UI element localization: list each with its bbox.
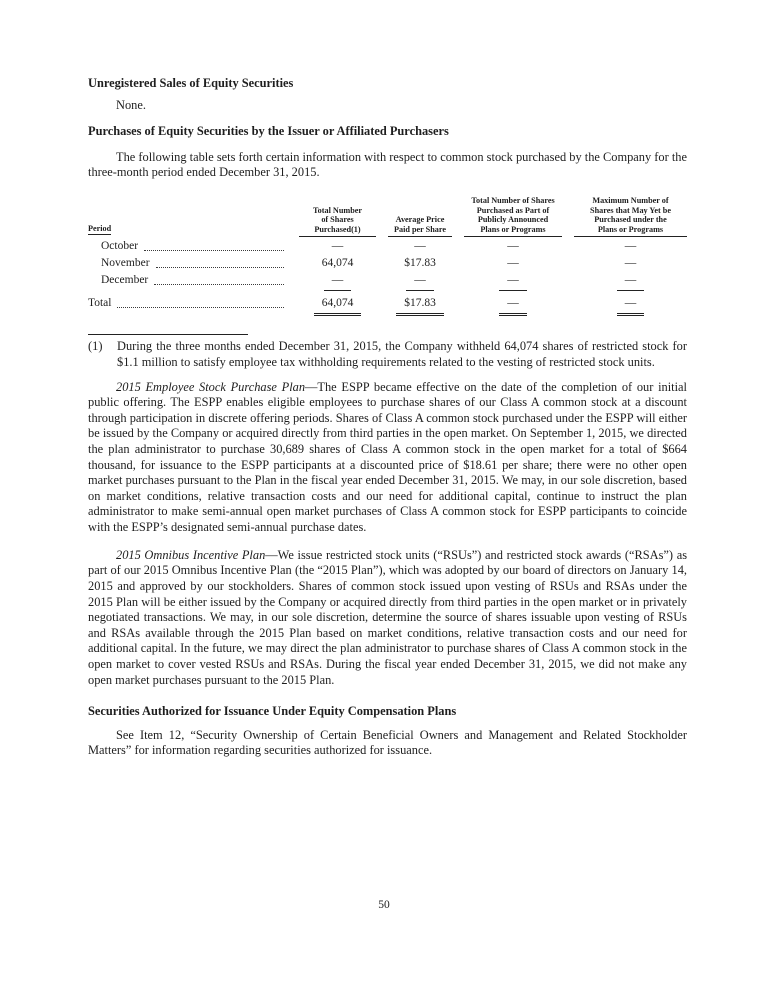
- cell-value: —: [324, 273, 352, 291]
- cell-value: —: [507, 257, 519, 270]
- column-header-total-shares: Total Number of Shares Purchased(1): [299, 206, 376, 238]
- dot-leader: [156, 266, 284, 268]
- row-label: December: [101, 274, 149, 287]
- table-header-row: [88, 196, 687, 237]
- cell-value: —: [406, 273, 434, 291]
- table-row-december: [88, 273, 687, 291]
- cell-value: —: [499, 296, 527, 316]
- dot-leader: [117, 306, 284, 308]
- purchases-intro: The following table sets forth certain information with respect to common stock purchased by the Company for the three-month period ended December 31, 2015.: [88, 149, 687, 180]
- cell-value: —: [499, 273, 527, 291]
- dot-leader: [154, 283, 284, 285]
- paragraph-omnibus-text: —We issue restricted stock units (“RSUs”) and restricted stock awards (“RSAs”) as part of our 2015 Omnibus Incentive Plan (the “2015 Plan”), which was adopted by our board of directors on January 14, 2015 and approved by our stockholders. Shares of common stock issued upon vesting of RSUs and RSAs under the 2015 Plan will be either issued by the Company or acquired directly from third parties in the open market or in privately negotiated transactions. We may, in our sole discretion, determine the source of shares issuable upon vesting of RSUs and RSAs available through the 2015 Plan based on market conditions, relative transaction costs and our need for additional capital. In the future, we may direct the plan administrator to purchase shares of Class A common stock in the open market to cover vested RSUs and RSAs. During the fiscal year ended December 31, 2015, we did not make any open market purchases pursuant to the 2015 Plan.: [88, 547, 688, 687]
- table-row-total: [88, 296, 687, 316]
- cell-value: —: [331, 240, 344, 253]
- cell-value: —: [624, 257, 637, 270]
- footnote-1: [88, 339, 687, 370]
- cell-value: —: [617, 296, 645, 316]
- paragraph-espp-text: —The ESPP became effective on the date of the completion of our initial public offering. The ESPP enables eligible employees to purchase shares of our Class A common stock at a discount through participation in discrete offering periods. Shares of Class A common stock purchased under the ESPP will either be issued by the Company or acquired directly from third parties in the open market. On September 1, 2015, we directed the plan administrator to purchase 30,689 shares of Class A common stock in the open market for a total of $664 thousand, for issuance to the ESPP participants at a discounted price of $18.61 per share; there were no other open market purchases pursuant to the Plan in the fiscal year ended December 31, 2015. We may, in our sole discretion, based on market conditions, relative transaction costs and our need for additional capital, continue to instruct the plan administrator to make semi-annual open market purchases of Class A common stock for ESPP participants to coincide with the ESPP’s designated semi-annual purchase dates.: [88, 379, 687, 534]
- purchases-table: [88, 196, 687, 316]
- paragraph-espp: [88, 380, 687, 536]
- heading-purchases: Purchases of Equity Securities by the Issuer or Affiliated Purchasers: [88, 124, 449, 139]
- heading-unregistered-sales: Unregistered Sales of Equity Securities: [88, 76, 294, 90]
- page-number: 50: [378, 899, 390, 911]
- paragraph-omnibus: [88, 548, 687, 688]
- cell-value: 64,074: [321, 257, 354, 270]
- securities-authorized-body: See Item 12, “Security Ownership of Certain Beneficial Owners and Management and Related Stockholder Matters” for information regarding securities authorized for issuance.: [88, 727, 687, 758]
- row-label: November: [101, 257, 150, 270]
- cell-value: —: [507, 240, 519, 253]
- dot-leader: [144, 249, 284, 251]
- column-header-announced-programs: Total Number of Shares Purchased as Part of Publicly Announced Plans or Programs: [464, 196, 562, 237]
- cell-value: —: [624, 240, 637, 253]
- cell-value: $17.83: [396, 296, 444, 316]
- cell-value: —: [414, 240, 426, 253]
- cell-value: —: [617, 273, 645, 291]
- footnote-separator-rule: [88, 334, 248, 335]
- cell-value: 64,074: [314, 296, 362, 316]
- table-row-october: [88, 239, 687, 254]
- footnote-text: During the three months ended December 31, 2015, the Company withheld 64,074 shares of restricted stock for $1.1 million to satisfy employee tax withholding requirements related to the vesting of restricted stock units.: [117, 339, 687, 369]
- table-row-november: [88, 256, 687, 271]
- paragraph-omnibus-lead: 2015 Omnibus Incentive Plan: [116, 547, 266, 562]
- column-header-period: [88, 224, 287, 238]
- page-content: [88, 76, 687, 759]
- column-header-avg-price: Average Price Paid per Share: [388, 215, 452, 237]
- row-label: Total: [88, 297, 112, 310]
- heading-securities-authorized: Securities Authorized for Issuance Under Equity Compensation Plans: [88, 704, 457, 719]
- row-label: October: [101, 240, 139, 253]
- paragraph-espp-lead: 2015 Employee Stock Purchase Plan: [116, 379, 306, 394]
- cell-value: $17.83: [404, 257, 436, 270]
- period-header-label: Period: [88, 224, 111, 236]
- footnote-marker: (1): [88, 339, 103, 354]
- unregistered-sales-body: None.: [116, 97, 146, 112]
- column-header-max-shares: Maximum Number of Shares that May Yet be Purchased under the Plans or Programs: [574, 196, 687, 237]
